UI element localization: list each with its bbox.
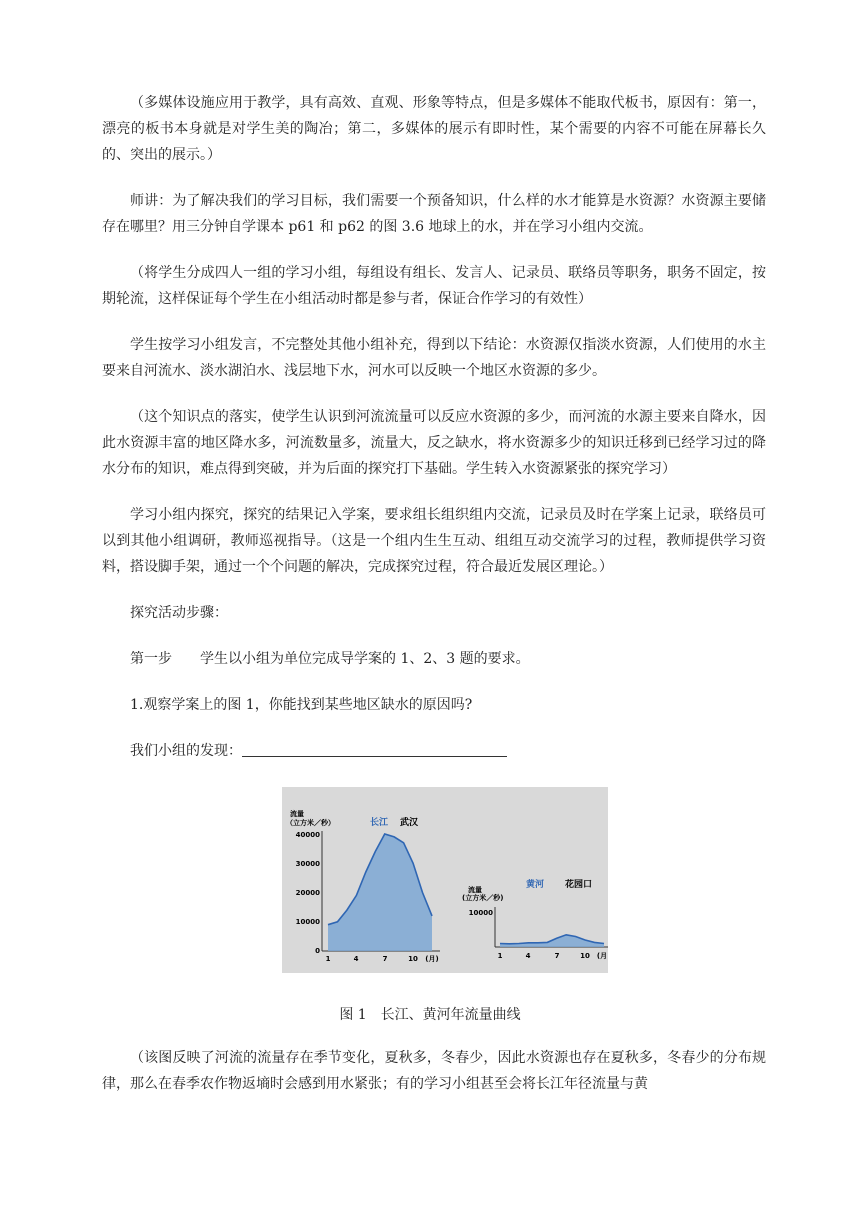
left-ylabel-2: （立方米／秒）: [286, 819, 335, 827]
left-xtick-tick-4: 10: [408, 955, 418, 963]
steps-title: 探究活动步骤：: [130, 605, 228, 621]
right-ylabel-2: (立方米／秒): [462, 894, 504, 902]
paragraph-1: （多媒体设施应用于教学，具有高效、直观、形象等特点，但是多媒体不能取代板书，原因有：第一，漂亮的板书本身就是对学生美的陶冶；第二，多媒体的展示有即时性，某个需要的内容不可能在屏幕长久的、突出的展示。）: [102, 95, 766, 163]
finding-line: [102, 738, 766, 764]
paragraph-4: 学生按学习小组发言，不完整处其他小组补充，得到以下结论：水资源仅指淡水资源，人们使用的水主要来自河流水、淡水湖泊水、浅层地下水，河水可以反映一个地区水资源的多少。: [102, 337, 766, 379]
right-ylabel-1: 流量: [468, 886, 482, 894]
left-xtick-tick-2: 4: [353, 955, 359, 963]
right-xtick-tick-1: 1: [497, 952, 503, 960]
paragraph-3: （将学生分成四人一组的学习小组，每组设有组长、发言人、记录员、联络员等职务，职务不固定，按期轮流，这样保证每个学生在小组活动时都是参与者，保证合作学习的有效性）: [102, 265, 766, 307]
paragraph-7: （该图反映了河流的流量存在季节变化，夏秋多，冬春少，因此水资源也存在夏秋多，冬春少的分布规律，那么在春季农作物返墒时会感到用水紧张；有的学习小组甚至会将长江年径流量与黄: [102, 1050, 766, 1092]
paragraph-2: 师讲：为了解决我们的学习目标，我们需要一个预备知识，什么样的水才能算是水资源？水资源主要储存在哪里？用三分钟自学课本 p61 和 p62 的图 3.6 地球上的水，并在学习小组内交流。: [102, 193, 766, 235]
answer-blank[interactable]: [242, 742, 507, 757]
question-1: 1.观察学案上的图 1，你能找到某些地区缺水的原因吗?: [130, 697, 473, 713]
right-ytick-tick-1: 10000: [468, 909, 493, 917]
left-ytick-tick-5: 0: [315, 947, 320, 955]
document-body: [102, 90, 766, 764]
paragraph-6: 学习小组内探究，探究的结果记入学案，要求组长组织组内交流，记录员及时在学案上记录，联络员可以到其他小组调研，教师巡视指导。（这是一个组内生生互动、组组互动交流学习的过程，教师提供学习资料，搭设脚手架，通过一个个问题的解决，完成探究过程，符合最近发展区理论。）: [102, 507, 766, 575]
flow-chart-figure: [282, 787, 608, 973]
right-river-name: 黄河: [526, 880, 545, 890]
left-station-name: 武汉: [400, 818, 419, 828]
left-ytick-tick-4: 10000: [295, 918, 320, 926]
right-xtick-tick-4: 10: [580, 952, 590, 960]
left-xtick-tick-1: 1: [325, 955, 331, 963]
paragraph-5: （这个知识点的落实，使学生认识到河流流量可以反应水资源的多少，而河流的水源主要来自降水，因此水资源丰富的地区降水多，河流数量多，流量大，反之缺水，将水资源多少的知识迁移到已经学习过的降水分布的知识，难点得到突破，并为后面的探究打下基础。学生转入水资源紧张的探究学习）: [102, 409, 766, 477]
right-station-name: 花园口: [565, 880, 593, 890]
figure-caption: 图 1 长江、黄河年流量曲线: [339, 1007, 521, 1023]
right-xtick-tick-3: 7: [554, 952, 560, 960]
left-xtick-tick-5: (月): [425, 955, 439, 963]
flow-chart-svg: [282, 787, 608, 973]
document-body-continued: [102, 1045, 766, 1097]
left-ytick-tick-1: 40000: [295, 831, 320, 839]
left-xtick-tick-3: 7: [382, 955, 388, 963]
left-ylabel-1: 流量: [290, 810, 304, 818]
left-river-name: 长江: [370, 818, 389, 828]
right-xtick-tick-5: (月: [596, 952, 608, 960]
left-ytick-tick-2: 30000: [295, 860, 320, 868]
left-area-fill: [328, 834, 432, 951]
left-ytick-tick-3: 20000: [295, 889, 320, 897]
step-1: 第一步 学生以小组为单位完成导学案的 1、2、3 题的要求。: [130, 651, 530, 667]
right-xtick-tick-2: 4: [525, 952, 531, 960]
finding-label: 我们小组的发现：: [130, 743, 242, 759]
